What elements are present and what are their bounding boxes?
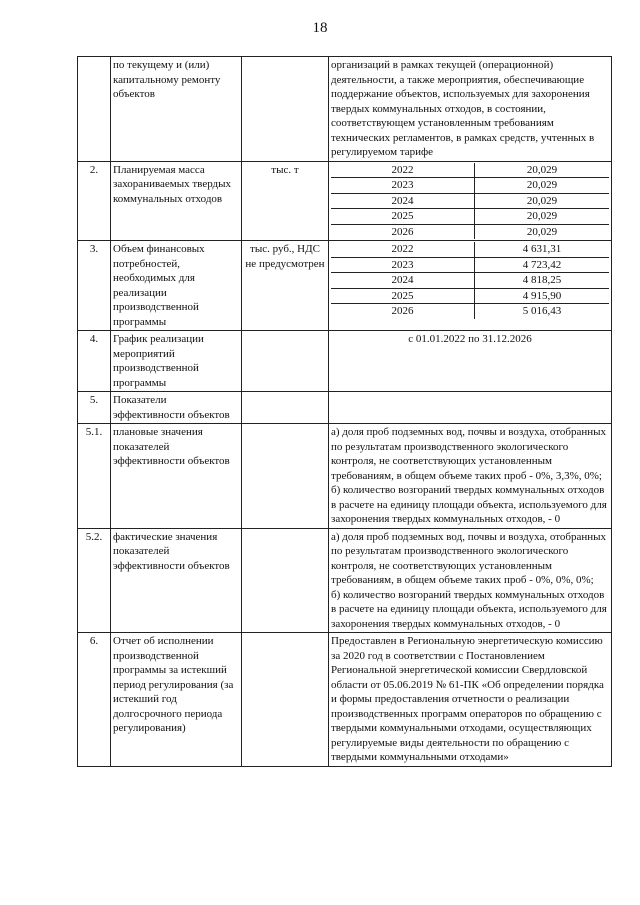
row-unit xyxy=(242,57,329,162)
year-cell: 2024 xyxy=(331,273,475,289)
row-value xyxy=(329,241,612,331)
year-row xyxy=(331,273,609,289)
row-number: 6. xyxy=(78,633,111,767)
row-value xyxy=(329,161,612,241)
row-unit: тыс. руб., НДС не предусмотрен xyxy=(242,241,329,331)
year-cell: 2023 xyxy=(331,257,475,273)
row-unit xyxy=(242,331,329,392)
year-cell: 2022 xyxy=(331,242,475,257)
table-row xyxy=(78,392,612,424)
value-cell: 4 818,25 xyxy=(475,273,610,289)
row-name: Отчет об исполнении производственной программы за истекший период регулирования (за истекший год долгосрочного периода регулирования) xyxy=(111,633,242,767)
row-number: 2. xyxy=(78,161,111,241)
indicator-b: б) количество возгораний твердых коммунальных отходов в расчете на единицу площади объекта, используемого для захоронения твердых коммунальных отходов, - 0 xyxy=(331,484,607,525)
year-values-table xyxy=(331,163,609,240)
row-name: плановые значения показателей эффективности объектов xyxy=(111,424,242,529)
row-unit xyxy=(242,424,329,529)
row-number xyxy=(78,57,111,162)
year-cell: 2025 xyxy=(331,288,475,304)
row-number: 3. xyxy=(78,241,111,331)
year-row xyxy=(331,288,609,304)
row-number: 5.1. xyxy=(78,424,111,529)
year-cell: 2026 xyxy=(331,304,475,319)
row-value: Предоставлен в Региональную энергетическую комиссию за 2020 год в соответствии с Постановлением Региональной энергетической комиссии Свердловской области от 05.06.2019 № 61-ПК «Об определении порядка и формы предоставления отчетности о реализации производственных программ операторов по обращению с твердыми коммунальными отходами, осуществляющих регулируемые виды деятельности по обращению с твердыми коммунальными отходами» xyxy=(329,633,612,767)
table-row xyxy=(78,161,612,241)
year-row xyxy=(331,193,609,209)
row-value xyxy=(329,528,612,633)
row-value xyxy=(329,424,612,529)
year-cell: 2022 xyxy=(331,163,475,178)
value-cell: 20,029 xyxy=(475,178,610,194)
program-table xyxy=(77,56,612,767)
row-value: организаций в рамках текущей (операционной) деятельности, а также мероприятия, обеспечивающие поддержание объектов, используемых для захоронения твердых коммунальных отходов, в состоянии, соответствующем установленным требованиям технических регламентов, в рамках средств, учтенных в регулируемом тарифе xyxy=(329,57,612,162)
year-row xyxy=(331,224,609,239)
year-row xyxy=(331,242,609,257)
year-cell: 2025 xyxy=(331,209,475,225)
value-cell: 20,029 xyxy=(475,193,610,209)
indicator-a: а) доля проб подземных вод, почвы и воздуха, отобранных по результатам производственного экологического контроля, не соответствующих установленным требованиям, в общем объеме таких проб - 0%, 3,3%, 0%; xyxy=(331,426,607,482)
row-name: фактические значения показателей эффективности объектов xyxy=(111,528,242,633)
row-name: Объем финансовых потребностей, необходимых для реализации производственной программы xyxy=(111,241,242,331)
indicator-a: а) доля проб подземных вод, почвы и воздуха, отобранных по результатам производственного экологического контроля, не соответствующих установленным требованиям, в общем объеме таких проб - 0%, 0%, 0%; xyxy=(331,530,607,586)
table-row xyxy=(78,633,612,767)
row-unit: тыс. т xyxy=(242,161,329,241)
row-unit xyxy=(242,392,329,424)
table-row xyxy=(78,57,612,162)
row-name: График реализации мероприятий производственной программы xyxy=(111,331,242,392)
value-cell: 4 915,90 xyxy=(475,288,610,304)
value-cell: 20,029 xyxy=(475,209,610,225)
row-number: 5. xyxy=(78,392,111,424)
year-cell: 2024 xyxy=(331,193,475,209)
row-name: Планируемая масса захораниваемых твердых коммунальных отходов xyxy=(111,161,242,241)
row-name: Показатели эффективности объектов xyxy=(111,392,242,424)
year-row xyxy=(331,163,609,178)
value-cell: 20,029 xyxy=(526,225,558,238)
year-values-table xyxy=(331,242,609,319)
year-cell: 2026 xyxy=(331,224,475,239)
row-unit xyxy=(242,528,329,633)
indicator-b: б) количество возгораний твердых коммунальных отходов в расчете на единицу площади объекта, используемого для захоронения твердых коммунальных отходов, - 0 xyxy=(331,588,607,630)
row-name: по текущему и (или) капитальному ремонту объектов xyxy=(111,57,242,162)
year-row xyxy=(331,257,609,273)
table-row xyxy=(78,424,612,529)
table-row xyxy=(78,331,612,392)
year-row xyxy=(331,178,609,194)
row-unit xyxy=(242,633,329,767)
row-value: с 01.01.2022 по 31.12.2026 xyxy=(329,331,612,392)
value-cell: 4 631,31 xyxy=(475,242,610,257)
table-row xyxy=(78,241,612,331)
row-number: 4. xyxy=(78,331,111,392)
year-row xyxy=(331,209,609,225)
table-row xyxy=(78,528,612,633)
value-cell: 20,029 xyxy=(475,163,610,178)
row-value xyxy=(329,392,612,424)
page-number: 18 xyxy=(312,20,328,36)
row-number: 5.2. xyxy=(78,528,111,633)
year-cell: 2023 xyxy=(331,178,475,194)
value-cell: 5 016,43 xyxy=(522,305,562,317)
year-row xyxy=(331,304,609,319)
value-cell: 4 723,42 xyxy=(475,257,610,273)
